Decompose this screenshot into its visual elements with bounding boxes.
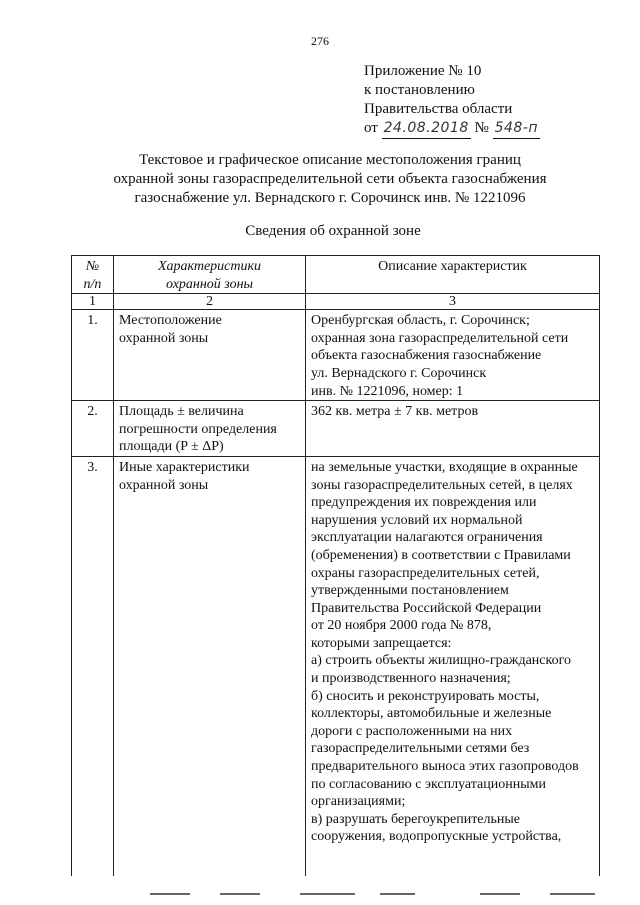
row-characteristic (114, 401, 306, 457)
description-line: предупреждения их повреждения или (311, 495, 537, 511)
appendix-government: Правительства области (364, 101, 513, 117)
description-line: Правительства Российской Федерации (311, 600, 542, 616)
row-number: 3. (72, 456, 114, 876)
description-line: от 20 ноября 2000 года № 878, (311, 618, 492, 634)
description-line: инв. № 1221096, номер: 1 (311, 383, 464, 399)
scan-mark (550, 893, 595, 895)
section-heading: Сведения об охранной зоне (245, 223, 421, 239)
characteristic-line: Площадь ± величина (119, 404, 244, 420)
description-line: в) разрушать берегоукрепительные (311, 811, 521, 827)
document-title-line: газоснабжение ул. Вернадского г. Сорочинск инв. № 1221096 (134, 190, 526, 206)
table-row (72, 310, 600, 401)
description-line: утвержденными постановлением (311, 583, 509, 599)
header-description: Описание характеристик (306, 256, 600, 294)
description-line: на земельные участки, входящие в охранные (311, 459, 578, 475)
appendix-date-line (364, 119, 540, 139)
table-row (72, 456, 600, 876)
scan-mark (220, 893, 260, 895)
appendix-title: Приложение № 10 (364, 63, 482, 79)
description-line: газораспределительными сетями без (311, 741, 530, 757)
column-number: 2 (114, 294, 306, 310)
description-line: которыми запрещается: (311, 635, 452, 651)
description-line: ул. Вернадского г. Сорочинск (311, 365, 487, 381)
characteristic-line: охранной зоны (119, 330, 209, 346)
description-line: предварительного выноса этих газопроводов (311, 759, 579, 775)
row-number: 1. (72, 310, 114, 401)
page-number: 276 (311, 34, 329, 48)
description-line: охранная зона газораспределительной сети (311, 330, 569, 346)
description-line: б) сносить и реконструировать мосты, (311, 688, 540, 704)
description-line: 362 кв. метра ± 7 кв. метров (311, 404, 479, 420)
description-line: сооружения, водопропускные устройства, (311, 829, 562, 845)
column-number: 3 (306, 294, 600, 310)
appendix-block (364, 62, 540, 139)
header-number-line1: № (85, 259, 100, 274)
date-prefix: от (364, 120, 378, 136)
appendix-resolution: к постановлению (364, 82, 475, 98)
document-title (60, 151, 600, 208)
characteristic-line: Местоположение (119, 313, 222, 329)
handwritten-date: 24.08.2018 (382, 119, 471, 139)
header-characteristics-line2: охранной зоны (165, 276, 254, 292)
characteristic-line: охранной зоны (119, 477, 209, 493)
scan-mark (150, 893, 190, 895)
description-line: нарушения условий их нормальной (311, 512, 523, 528)
characteristic-line: погрешности определения (119, 421, 277, 437)
header-number-line2: п/п (83, 276, 102, 292)
row-description (306, 456, 600, 876)
table-row (72, 401, 600, 457)
row-characteristic (114, 310, 306, 401)
scan-mark (300, 893, 355, 895)
number-prefix: № (474, 120, 489, 136)
scan-mark (480, 893, 520, 895)
row-characteristic (114, 456, 306, 876)
description-line: (обременения) в соответствии с Правилами (311, 547, 571, 563)
document-title-line: Текстовое и графическое описание местоположения границ (139, 152, 521, 168)
description-line: и производственного назначения; (311, 671, 511, 687)
column-number: 1 (72, 294, 114, 310)
header-characteristics-line1: Характеристики (157, 259, 262, 274)
table-header-row (72, 256, 600, 294)
scan-mark (380, 893, 415, 895)
scan-bottom-edge-marks (150, 893, 630, 899)
description-line: а) строить объекты жилищно-гражданского (311, 653, 571, 669)
row-description (306, 310, 600, 401)
description-line: организациями; (311, 794, 406, 810)
description-line: коллекторы, автомобильные и железные (311, 706, 552, 722)
document-title-line: охранной зоны газораспределительной сети объекта газоснабжения (113, 171, 547, 187)
row-number: 2. (72, 401, 114, 457)
row-description (306, 401, 600, 457)
description-line: Оренбургская область, г. Сорочинск; (311, 313, 530, 329)
description-line: охраны газораспределительных сетей, (311, 565, 540, 581)
characteristic-line: Иные характеристики (119, 459, 250, 475)
column-number-row (72, 294, 600, 310)
description-line: по согласованию с эксплуатационными (311, 776, 546, 792)
description-line: дороги с расположенными на них (311, 723, 513, 739)
protection-zone-table (71, 255, 600, 876)
description-line: эксплуатации налагаются ограничения (311, 530, 543, 546)
header-characteristics (114, 256, 306, 294)
description-line: объекта газоснабжения газоснабжение (311, 348, 542, 364)
description-line: зоны газораспределительных сетей, в целях (311, 477, 573, 493)
header-number (72, 256, 114, 294)
characteristic-line: площади (P ± ΔP) (119, 439, 224, 455)
handwritten-number: 548-п (493, 119, 540, 139)
